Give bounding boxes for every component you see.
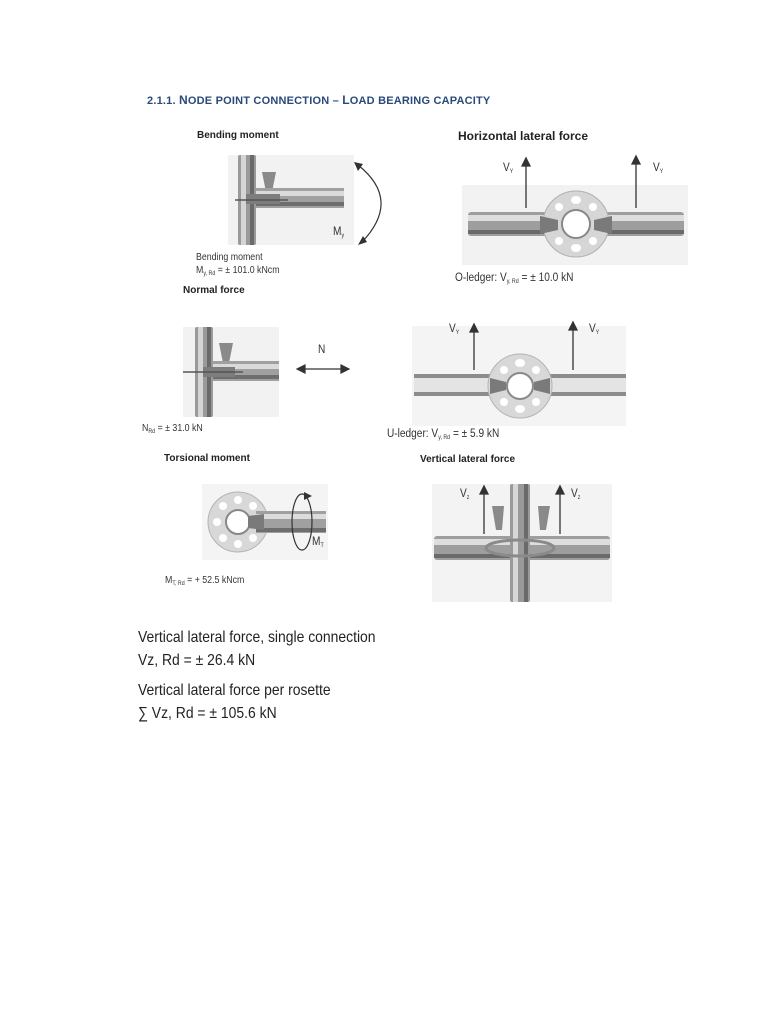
normal-force-value — [142, 423, 203, 435]
force-subscript: z — [466, 495, 470, 501]
bending-moment-arrow-icon — [358, 165, 381, 242]
normal-force-title: Normal force — [183, 285, 245, 296]
u-ledger-value — [387, 428, 499, 441]
torsional-value-text: = + 52.5 kNcm — [187, 575, 245, 586]
title-dash: – — [332, 95, 339, 107]
torsional-moment-label — [312, 536, 324, 549]
normal-force-figure — [175, 325, 375, 420]
u-ledger-subscript: y, Rd — [438, 435, 451, 441]
u-ledger-force-label-right — [589, 323, 599, 336]
o-ledger-subscript: y, Rd — [506, 279, 519, 285]
title-initial-l: L — [342, 93, 350, 107]
force-symbol: V — [449, 323, 456, 335]
force-subscript: Y — [659, 169, 664, 175]
summary-line-4: ∑ Vz, Rd = ± 105.6 kN — [138, 705, 277, 722]
torsional-moment-figure — [200, 478, 340, 568]
summary-line-2: Vz, Rd = ± 26.4 kN — [138, 652, 256, 669]
title-initial-n: N — [179, 93, 188, 107]
double-arrow-icon — [297, 365, 349, 373]
force-symbol: V — [460, 488, 467, 500]
u-ledger-number: = ± 5.9 kN — [452, 428, 500, 440]
bending-value-subscript: y, Rd — [203, 271, 216, 277]
moment-symbol: M — [312, 536, 321, 548]
u-ledger-prefix: U-ledger: V — [387, 428, 439, 440]
force-symbol: V — [503, 162, 510, 174]
vertical-force-label-left — [460, 488, 469, 501]
moment-symbol: M — [333, 226, 342, 238]
horizontal-force-title: Horizontal lateral force — [458, 129, 589, 143]
title-part-1: ODE POINT CONNECTION — [187, 95, 330, 107]
force-subscript: Y — [455, 330, 460, 336]
summary-line-3: Vertical lateral force per rosette — [138, 682, 331, 699]
normal-value-text: = ± 31.0 kN — [157, 423, 203, 434]
section-heading — [147, 93, 490, 107]
title-part-2: OAD BEARING CAPACITY — [349, 95, 491, 107]
vertical-force-figure — [430, 480, 616, 604]
bending-value-text: = ± 101.0 kNcm — [217, 265, 280, 276]
torsional-value-symbol: M — [165, 575, 173, 586]
vertical-force-title: Vertical lateral force — [420, 454, 516, 465]
force-symbol: V — [571, 488, 578, 500]
summary-line-1: Vertical lateral force, single connection — [138, 629, 376, 646]
vertical-force-label-right — [571, 488, 580, 501]
u-ledger-force-label-left — [449, 323, 459, 336]
section-number: 2.1.1. — [147, 95, 176, 107]
force-subscript: z — [577, 495, 581, 501]
force-subscript: Y — [509, 169, 514, 175]
bending-moment-label — [333, 226, 344, 239]
normal-force-label: N — [318, 344, 326, 356]
bending-moment-figure — [180, 150, 400, 250]
bending-value — [196, 265, 280, 277]
o-ledger-number: = ± 10.0 kN — [521, 272, 574, 284]
o-ledger-value — [455, 272, 573, 285]
torsional-value — [165, 575, 244, 587]
bending-moment-title: Bending moment — [197, 130, 279, 141]
o-ledger-prefix: O-ledger: V — [455, 272, 507, 284]
force-subscript: Y — [595, 330, 600, 336]
torsional-value-subscript: T, Rd — [172, 581, 185, 587]
moment-subscript: y — [341, 233, 345, 239]
force-symbol: V — [653, 162, 660, 174]
normal-value-subscript: Rd — [148, 429, 156, 435]
force-symbol: V — [589, 323, 596, 335]
horizontal-force-label-left — [503, 162, 513, 175]
horizontal-force-label-right — [653, 162, 663, 175]
bending-value-symbol: M — [196, 265, 204, 276]
moment-subscript: T — [320, 543, 324, 549]
torsional-moment-title: Torsional moment — [164, 453, 250, 464]
normal-value-symbol: N — [142, 423, 149, 434]
bending-caption: Bending moment — [196, 252, 263, 263]
